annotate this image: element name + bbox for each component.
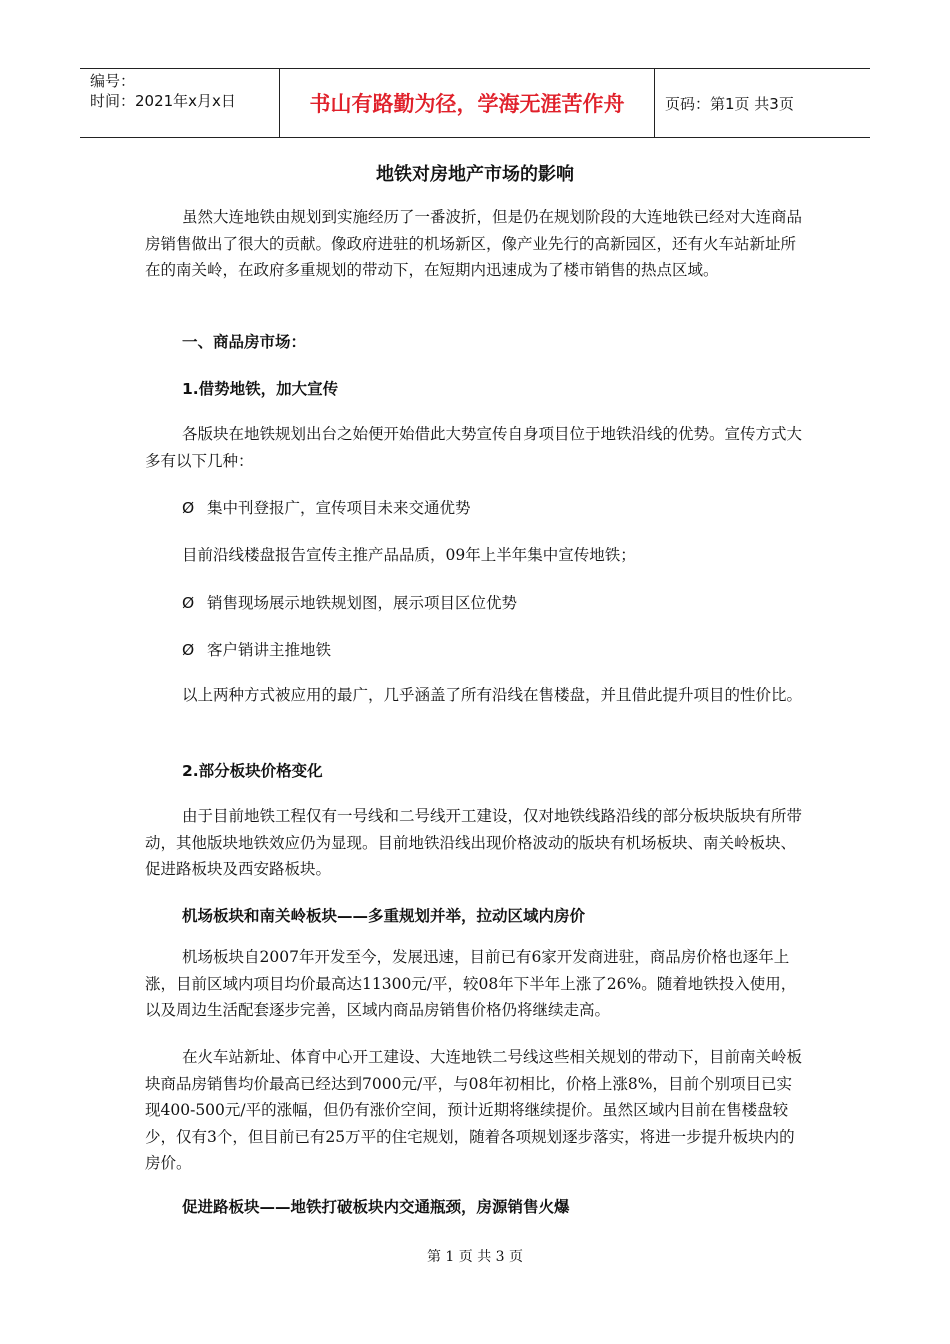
paragraph-2: 以上两种方式被应用的最广，几乎涵盖了所有沿线在售楼盘，并且借此提升项目的性价比。 xyxy=(182,686,803,704)
paragraph-bullet-note: 目前沿线楼盘报告宣传主推产品品质，09年上半年集中宣传地铁； xyxy=(182,546,636,564)
date-label: 时间：2021年x月x日 xyxy=(90,92,236,110)
bullet-symbol: Ø xyxy=(182,499,195,517)
paragraph-1: 各版块在地铁规划出台之始便开始借此大势宣传自身项目位于地铁沿线的优势。宣传方式大多有以下几种： xyxy=(145,425,803,470)
document-title: 地铁对房地产市场的影响 xyxy=(376,164,574,185)
bullet-symbol: Ø xyxy=(182,641,195,659)
subheading-2: 2.部分板块价格变化 xyxy=(182,762,323,780)
bullet-item-3 xyxy=(182,638,331,660)
bullet-text: 销售现场展示地铁规划图，展示项目区位优势 xyxy=(207,594,518,612)
page-footer: 第 1 页 共 3 页 xyxy=(426,1249,524,1265)
paragraph-5: 在火车站新址、体育中心开工建设、大连地铁二号线这些相关规划的带动下，目前南关岭板块商品房销售均价最高已经达到7000元/平，与08年初相比，价格上涨8%，目前个别项目已实现400-500元/平的涨幅，但仍有涨价空间，预计近期将继续提价。虽然区域内目前在售楼盘较少，仅有3个，但目前已有25万平的住宅规划，随着各项规划逐步落实，将进一步提升板块内的房价。 xyxy=(145,1048,803,1172)
header-meta-cell xyxy=(80,69,280,137)
bullet-item-2 xyxy=(182,591,517,613)
subheading-1: 1.借势地铁，加大宣传 xyxy=(182,380,339,398)
header-page-info: 页码：第1页 共3页 xyxy=(665,94,794,113)
bullet-symbol: Ø xyxy=(182,594,195,612)
intro-paragraph: 虽然大连地铁由规划到实施经历了一番波折，但是仍在规划阶段的大连地铁已经对大连商品房销售做出了很大的贡献。像政府进驻的机场新区，像产业先行的高新园区，还有火车站新址所在的南关岭，在政府多重规划的带动下，在短期内迅速成为了楼市销售的热点区域。 xyxy=(145,208,803,279)
bullet-item-1 xyxy=(182,496,471,518)
code-label: 编号： xyxy=(90,72,136,90)
subheading-4: 促进路板块——地铁打破板块内交通瓶颈，房源销售火爆 xyxy=(182,1198,570,1216)
subheading-3: 机场板块和南关岭板块——多重规划并举，拉动区域内房价 xyxy=(182,907,586,925)
header-table xyxy=(80,68,870,138)
header-motto: 书山有路勤为径，学海无涯苦作舟 xyxy=(280,69,655,137)
paragraph-3: 由于目前地铁工程仅有一号线和二号线开工建设，仅对地铁线路沿线的部分板块版块有所带动，其他版块地铁效应仍为显现。目前地铁沿线出现价格波动的版块有机场板块、南关岭板块、促进路板块及西安路板块。 xyxy=(145,807,803,878)
section-heading-1: 一、商品房市场： xyxy=(182,333,307,351)
paragraph-4: 机场板块自2007年开发至今，发展迅速，目前已有6家开发商进驻，商品房价格也逐年上涨，目前区域内项目均价最高达11300元/平，较08年下半年上涨了26%。随着地铁投入使用，以及周边生活配套逐步完善，区域内商品房销售价格仍将继续走高。 xyxy=(145,948,797,1019)
bullet-text: 客户销讲主推地铁 xyxy=(207,641,332,659)
bullet-text: 集中刊登报广，宣传项目未来交通优势 xyxy=(207,499,471,517)
